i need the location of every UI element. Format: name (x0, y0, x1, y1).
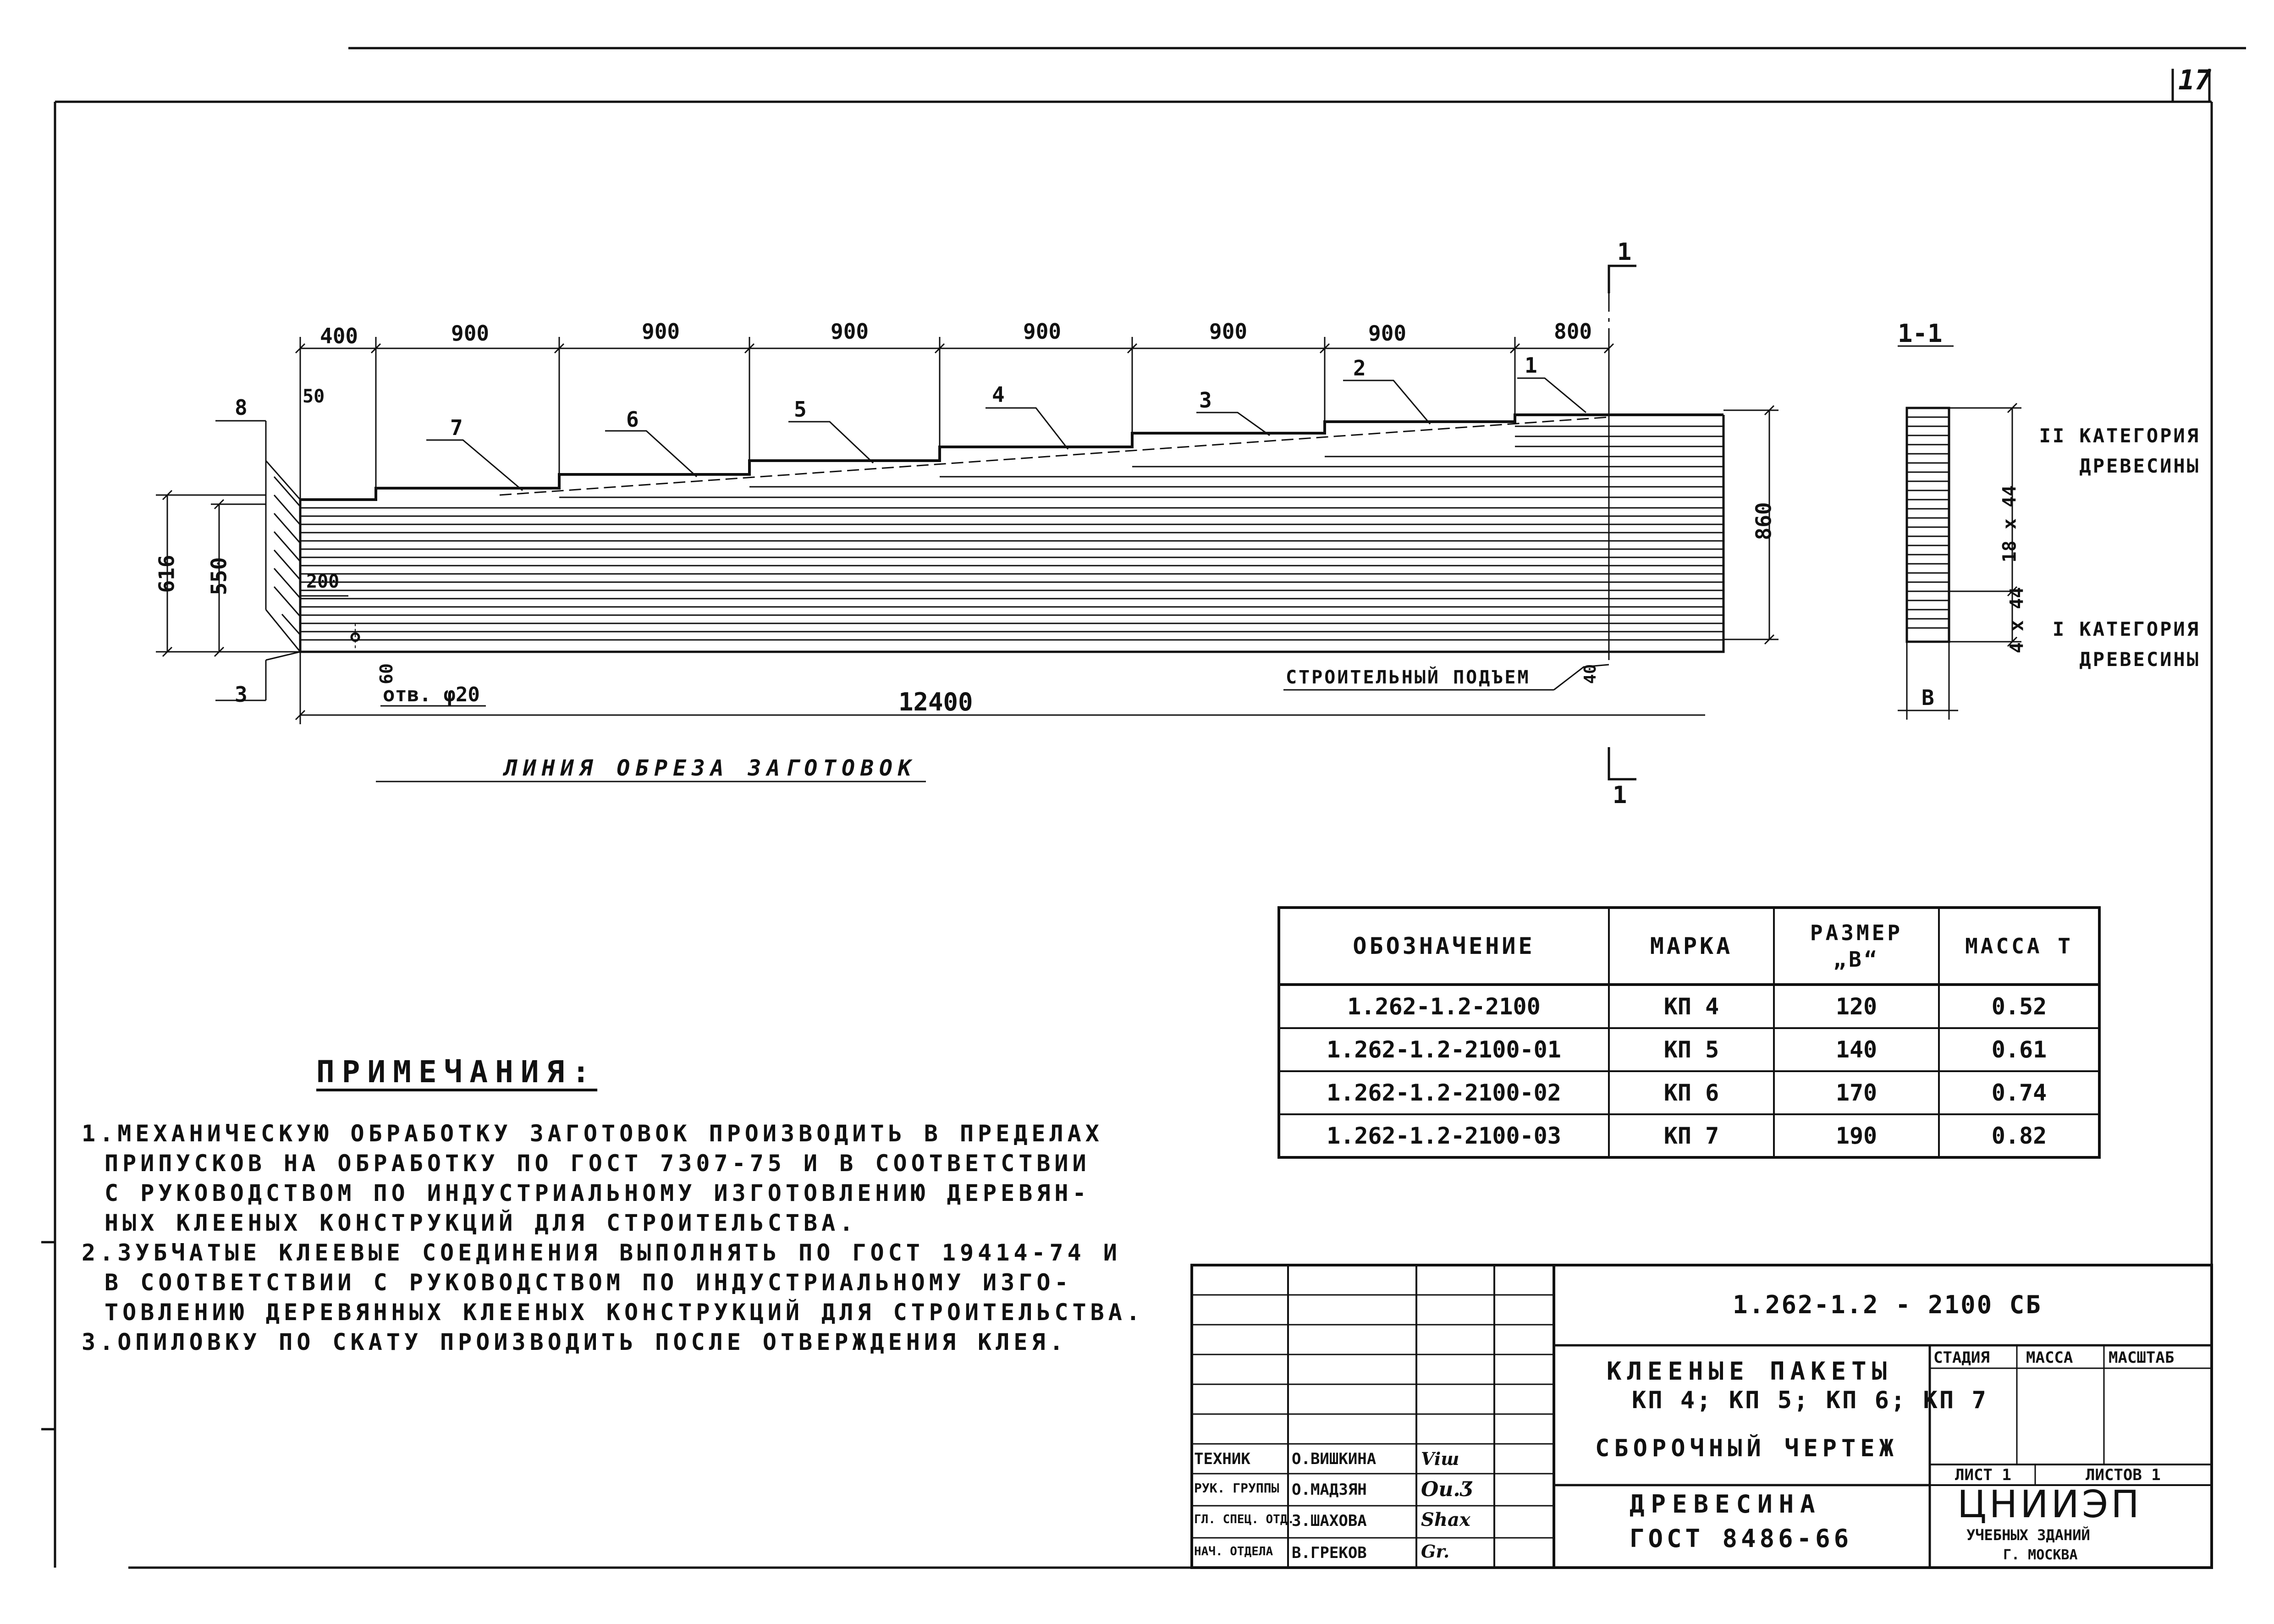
material-line-2: ГОСТ 8486-66 (1630, 1524, 1853, 1553)
dim-860: 860 (1751, 502, 1776, 540)
callout-2: 2 (1353, 356, 1366, 380)
note-line: 1.МЕХАНИЧЕСКУЮ ОБРАБОТКУ ЗАГОТОВОК ПРОИЗВОДИТЬ В ПРЕДЕЛАХ (82, 1120, 1103, 1147)
dim-616: 616 (154, 555, 179, 593)
spec-cell: 0.61 (1991, 1036, 2047, 1063)
person-signature: Shax (1421, 1509, 1470, 1530)
callout-5: 5 (794, 397, 807, 422)
spec-cell: КП 6 (1663, 1079, 1719, 1106)
spec-cell: 0.74 (1991, 1079, 2047, 1106)
hole-label: отв. φ20 (383, 683, 480, 706)
spec-cell: 120 (1835, 993, 1878, 1020)
cut-line-label: ЛИНИЯ ОБРЕЗА ЗАГОТОВОК (504, 755, 917, 781)
spec-header-mass: МАССА Т (1965, 934, 2073, 958)
person-signature: Ou.Ӡ (1421, 1478, 1474, 1501)
dim-12400: 12400 (898, 688, 973, 716)
sheet-label: ЛИСТ 1 (1955, 1466, 2011, 1484)
dim-top-7: 900 (1368, 321, 1407, 346)
person-role: РУК. ГРУППЫ (1194, 1481, 1279, 1496)
drawing-name-3: СБОРОЧНЫЙ ЧЕРТЕЖ (1595, 1435, 1898, 1462)
person-signature: Gr. (1421, 1541, 1450, 1562)
person-role: ТЕХНИК (1194, 1450, 1250, 1468)
section-marker-bottom: 1 (1613, 782, 1627, 809)
callout-6: 6 (626, 407, 639, 432)
spec-header-size: РАЗМЕР „В“ (1810, 920, 1903, 972)
note-line: НЫХ КЛЕЕНЫХ КОНСТРУКЦИЙ ДЛЯ СТРОИТЕЛЬСТВА. (105, 1210, 858, 1236)
note-line: В СООТВЕТСТВИИ С РУКОВОДСТВОМ ПО ИНДУСТРИАЛЬНОМУ ИЗГО- (105, 1269, 1073, 1296)
callout-9: 3 (235, 682, 248, 707)
section-cut-markers (1609, 266, 1636, 779)
spec-cell: 0.52 (1991, 993, 2047, 1020)
dim-top-2: 900 (451, 321, 490, 346)
spec-header-designation: ОБОЗНАЧЕНИЕ (1353, 933, 1535, 959)
lamination-lines (300, 426, 1723, 640)
person-name: З.ШАХОВА (1292, 1512, 1367, 1530)
dim-top-6: 900 (1209, 319, 1248, 344)
spec-header-mark: МАРКА (1650, 933, 1733, 959)
section-dim-upper: 18 х 44 (1999, 485, 2021, 563)
callout-4: 4 (992, 382, 1005, 407)
note-line: С РУКОВОДСТВОМ ПО ИНДУСТРИАЛЬНОМУ ИЗГОТОВЛЕНИЮ ДЕРЕВЯН- (105, 1180, 1090, 1206)
spec-cell: 1.262-1.2-2100-01 (1327, 1036, 1561, 1063)
spec-cell: КП 4 (1663, 993, 1719, 1020)
material-line-1: ДРЕВЕСИНА (1630, 1490, 1822, 1519)
callout-1: 1 (1525, 353, 1537, 378)
bottom-dimension (296, 652, 1705, 724)
stage-header: СТАДИЯ (1933, 1349, 1990, 1367)
spec-cell: 1.262-1.2-2100 (1347, 993, 1541, 1020)
dim-50: 50 (303, 386, 325, 407)
person-signature: Viш (1421, 1448, 1459, 1469)
dim-top-8: 800 (1554, 319, 1592, 344)
section-title: 1-1 (1898, 319, 1943, 348)
spec-cell: 1.262-1.2-2100-02 (1327, 1079, 1561, 1106)
page-number: 17 (2178, 64, 2212, 96)
note-line: ТОВЛЕНИЮ ДЕРЕВЯННЫХ КЛЕЕНЫХ КОНСТРУКЦИЙ ДЛЯ СТРОИТЕЛЬСТВА. (105, 1299, 1144, 1326)
section-category-1: I КАТЕГОРИЯ ДРЕВЕСИНЫ (2052, 618, 2200, 671)
section-dim-lower: 4 х 44 (2006, 587, 2028, 654)
callout-8: 8 (235, 395, 248, 420)
cut-end-hatch (266, 461, 300, 652)
section-width-label: В (1922, 685, 1934, 710)
top-dimension-chain (296, 337, 1613, 660)
note-line: ПРИПУСКОВ НА ОБРАБОТКУ ПО ГОСТ 7307-75 И В СООТВЕТСТВИИ (105, 1150, 1090, 1177)
org-sub-2: Г. МОСКВА (2003, 1547, 2078, 1563)
left-dimensions (156, 421, 348, 700)
sheets-label: ЛИСТОВ 1 (2086, 1466, 2161, 1484)
dim-top-1: 400 (320, 324, 358, 348)
section-category-2: II КАТЕГОРИЯ ДРЕВЕСИНЫ (2039, 424, 2200, 477)
section-marker-top: 1 (1617, 238, 1632, 266)
spec-cell: 1.262-1.2-2100-03 (1327, 1123, 1561, 1149)
camber-label: СТРОИТЕЛЬНЫЙ ПОДЪЕМ (1286, 667, 1531, 688)
mass-header: МАССА (2026, 1349, 2073, 1367)
dim-550: 550 (206, 557, 231, 595)
person-name: О.МАДЗЯН (1292, 1481, 1367, 1499)
spec-cell: 170 (1835, 1079, 1878, 1106)
callout-7: 7 (450, 415, 463, 440)
drawing-name-1: КЛЕЕНЫЕ ПАКЕТЫ (1607, 1357, 1893, 1386)
spec-cell: КП 5 (1663, 1036, 1719, 1063)
dim-200: 200 (306, 571, 340, 592)
spec-cell: КП 7 (1663, 1123, 1719, 1149)
dim-60: 60 (376, 663, 396, 684)
person-name: В.ГРЕКОВ (1292, 1544, 1367, 1562)
org-name: ЦНИИЭП (1957, 1483, 2142, 1526)
document-code: 1.262-1.2 - 2100 СБ (1733, 1290, 2042, 1319)
notes-title: ПРИМЕЧАНИЯ: (316, 1054, 598, 1090)
dim-top-4: 900 (831, 319, 869, 344)
person-role: ГЛ. СПЕЦ. ОТД. (1194, 1513, 1295, 1526)
note-line: 3.ОПИЛОВКУ ПО СКАТУ ПРОИЗВОДИТЬ ПОСЛЕ ОТВЕРЖДЕНИЯ КЛЕЯ. (82, 1329, 1068, 1355)
spec-cell: 0.82 (1991, 1123, 2047, 1149)
dim-top-5: 900 (1023, 319, 1062, 344)
org-sub-1: УЧЕБНЫХ ЗДАНИЙ (1966, 1526, 2090, 1544)
note-line: 2.ЗУБЧАТЫЕ КЛЕЕВЫЕ СОЕДИНЕНИЯ ВЫПОЛНЯТЬ ПО ГОСТ 19414-74 И (82, 1239, 1121, 1266)
callout-3: 3 (1199, 388, 1212, 413)
drawing-name-2: КП 4; КП 5; КП 6; КП 7 (1632, 1387, 1988, 1414)
dim-top-3: 900 (642, 319, 680, 344)
spec-cell: 140 (1835, 1036, 1878, 1063)
scale-header: МАСШТАБ (2109, 1349, 2175, 1367)
person-name: О.ВИШКИНА (1292, 1450, 1377, 1468)
spec-cell: 190 (1835, 1123, 1878, 1149)
camber-value: 40 (1581, 664, 1600, 684)
person-role: НАЧ. ОТДЕЛА (1194, 1545, 1273, 1558)
